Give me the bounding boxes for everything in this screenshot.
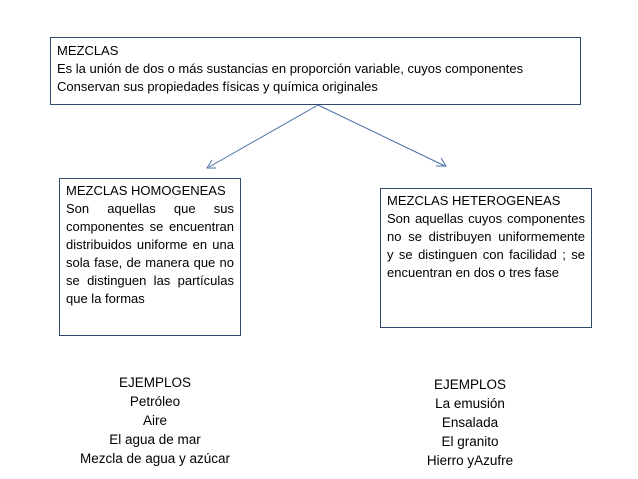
- homogeneous-examples: [60, 373, 250, 468]
- homogeneous-example-item: Petróleo: [129, 394, 181, 409]
- homogeneous-example-item: El agua de mar: [109, 432, 201, 447]
- heterogeneous-example-item: Hierro yAzufre: [426, 453, 514, 468]
- arrow-to-heterogeneous: [318, 105, 445, 166]
- heterogeneous-example-item: La emusión: [435, 396, 505, 411]
- arrow-to-homogeneous: [209, 105, 318, 167]
- heterogeneous-box: [380, 188, 592, 328]
- heterogeneous-examples: [395, 375, 545, 470]
- heterogeneous-title: MEZCLAS HETEROGENEAS: [387, 193, 561, 208]
- arrowhead-homogeneous: [207, 160, 216, 168]
- homogeneous-example-item: Mezcla de agua y azúcar: [79, 451, 231, 466]
- mezclas-title: MEZCLAS: [57, 43, 119, 58]
- homogeneous-example-item: Aire: [142, 413, 167, 428]
- heterogeneous-example-item: El granito: [441, 434, 499, 449]
- heterogeneous-example-item: Ensalada: [441, 415, 499, 430]
- homogeneous-title: MEZCLAS HOMOGENEAS: [66, 183, 226, 198]
- homogeneous-description: Son aquellas que sus componentes se encuentran distribuidos uniforme en una sola fase, de manera que no se distinguen las partículas que la formas: [66, 201, 234, 306]
- mezclas-definition-line-1: Es la unión de dos o más sustancias en proporción variable, cuyos componentes: [57, 61, 524, 76]
- mezclas-definition-line-2: Conservan sus propiedades físicas y química originales: [57, 79, 378, 94]
- heterogeneous-examples-title: EJEMPLOS: [433, 377, 507, 392]
- arrowhead-heterogeneous: [436, 158, 446, 166]
- mezclas-definition-box: [50, 37, 581, 105]
- homogeneous-box: [59, 178, 241, 336]
- heterogeneous-description: Son aquellas cuyos componentes no se distribuyen uniformemente y se distinguen con facilidad ; se encuentran en dos o tres fase: [387, 211, 585, 280]
- homogeneous-examples-title: EJEMPLOS: [118, 375, 192, 390]
